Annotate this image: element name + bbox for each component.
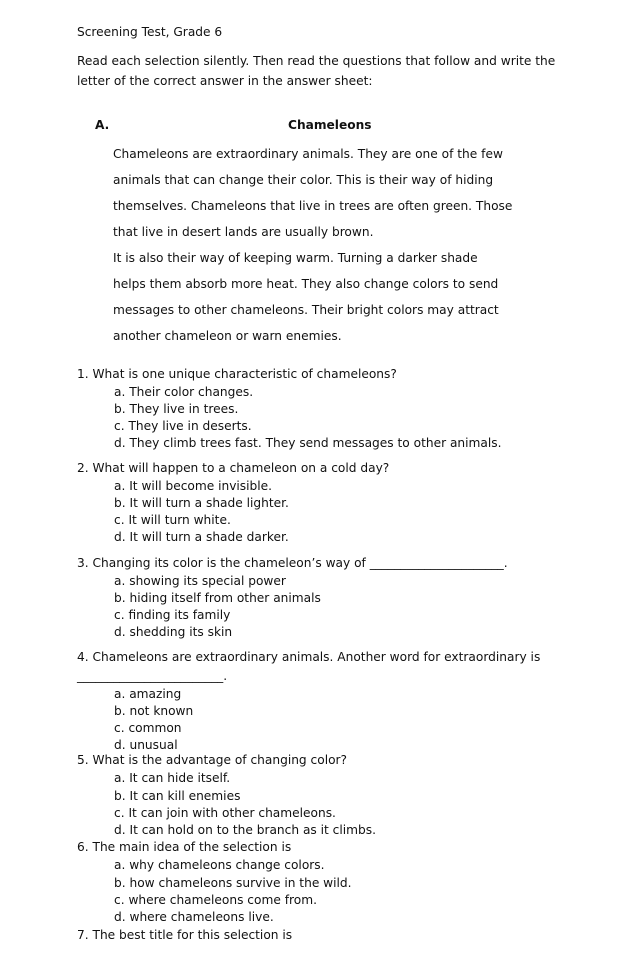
answer-choice: a. showing its special power — [114, 574, 286, 588]
passage-line: It is also their way of keeping warm. Turning a darker shade — [113, 251, 478, 265]
question-4: 4. Chameleons are extraordinary animals. Another word for extraordinary is — [77, 650, 541, 664]
instructions-line-2: letter of the correct answer in the answer sheet: — [77, 74, 373, 88]
answer-choice: a. why chameleons change colors. — [114, 858, 325, 872]
selection-letter: A. — [95, 118, 110, 132]
answer-choice: c. They live in deserts. — [114, 419, 252, 433]
question-3: 3. Changing its color is the chameleon’s way of ______________________. — [77, 556, 508, 570]
answer-choice: c. where chameleons come from. — [114, 893, 317, 907]
answer-choice: b. hiding itself from other animals — [114, 591, 321, 605]
question-4-blank: ________________________. — [77, 669, 228, 683]
test-header: Screening Test, Grade 6 — [77, 25, 223, 39]
answer-choice: d. where chameleons live. — [114, 910, 274, 924]
passage-line: helps them absorb more heat. They also change colors to send — [113, 277, 499, 291]
question-2: 2. What will happen to a chameleon on a cold day? — [77, 461, 390, 475]
question-5: 5. What is the advantage of changing color? — [77, 753, 348, 767]
answer-choice: a. Their color changes. — [114, 385, 254, 399]
answer-choice: b. not known — [114, 704, 194, 718]
selection-title: Chameleons — [288, 118, 372, 132]
answer-choice: b. They live in trees. — [114, 402, 239, 416]
answer-choice: b. It will turn a shade lighter. — [114, 496, 289, 510]
passage-line: that live in desert lands are usually brown. — [113, 225, 374, 239]
question-6: 6. The main idea of the selection is — [77, 840, 292, 854]
passage-line: animals that can change their color. This is their way of hiding — [113, 173, 494, 187]
passage-line: another chameleon or warn enemies. — [113, 329, 342, 343]
answer-choice: d. They climb trees fast. They send messages to other animals. — [114, 436, 502, 450]
passage-line: Chameleons are extraordinary animals. They are one of the few — [113, 147, 503, 161]
question-1: 1. What is one unique characteristic of chameleons? — [77, 367, 397, 381]
question-7: 7. The best title for this selection is — [77, 928, 293, 942]
answer-choice: a. It can hide itself. — [114, 771, 231, 785]
answer-choice: b. It can kill enemies — [114, 789, 241, 803]
passage-line: themselves. Chameleons that live in trees are often green. Those — [113, 199, 513, 213]
answer-choice: c. common — [114, 721, 182, 735]
answer-choice: d. unusual — [114, 738, 178, 752]
answer-choice: d. It can hold on to the branch as it climbs. — [114, 823, 376, 837]
answer-choice: a. It will become invisible. — [114, 479, 273, 493]
answer-choice: c. finding its family — [114, 608, 231, 622]
answer-choice: d. It will turn a shade darker. — [114, 530, 289, 544]
instructions-line-1: Read each selection silently. Then read the questions that follow and write the — [77, 54, 556, 68]
answer-choice: c. It will turn white. — [114, 513, 231, 527]
passage-line: messages to other chameleons. Their bright colors may attract — [113, 303, 499, 317]
answer-choice: c. It can join with other chameleons. — [114, 806, 336, 820]
answer-choice: d. shedding its skin — [114, 625, 233, 639]
answer-choice: a. amazing — [114, 687, 182, 701]
answer-choice: b. how chameleons survive in the wild. — [114, 876, 352, 890]
